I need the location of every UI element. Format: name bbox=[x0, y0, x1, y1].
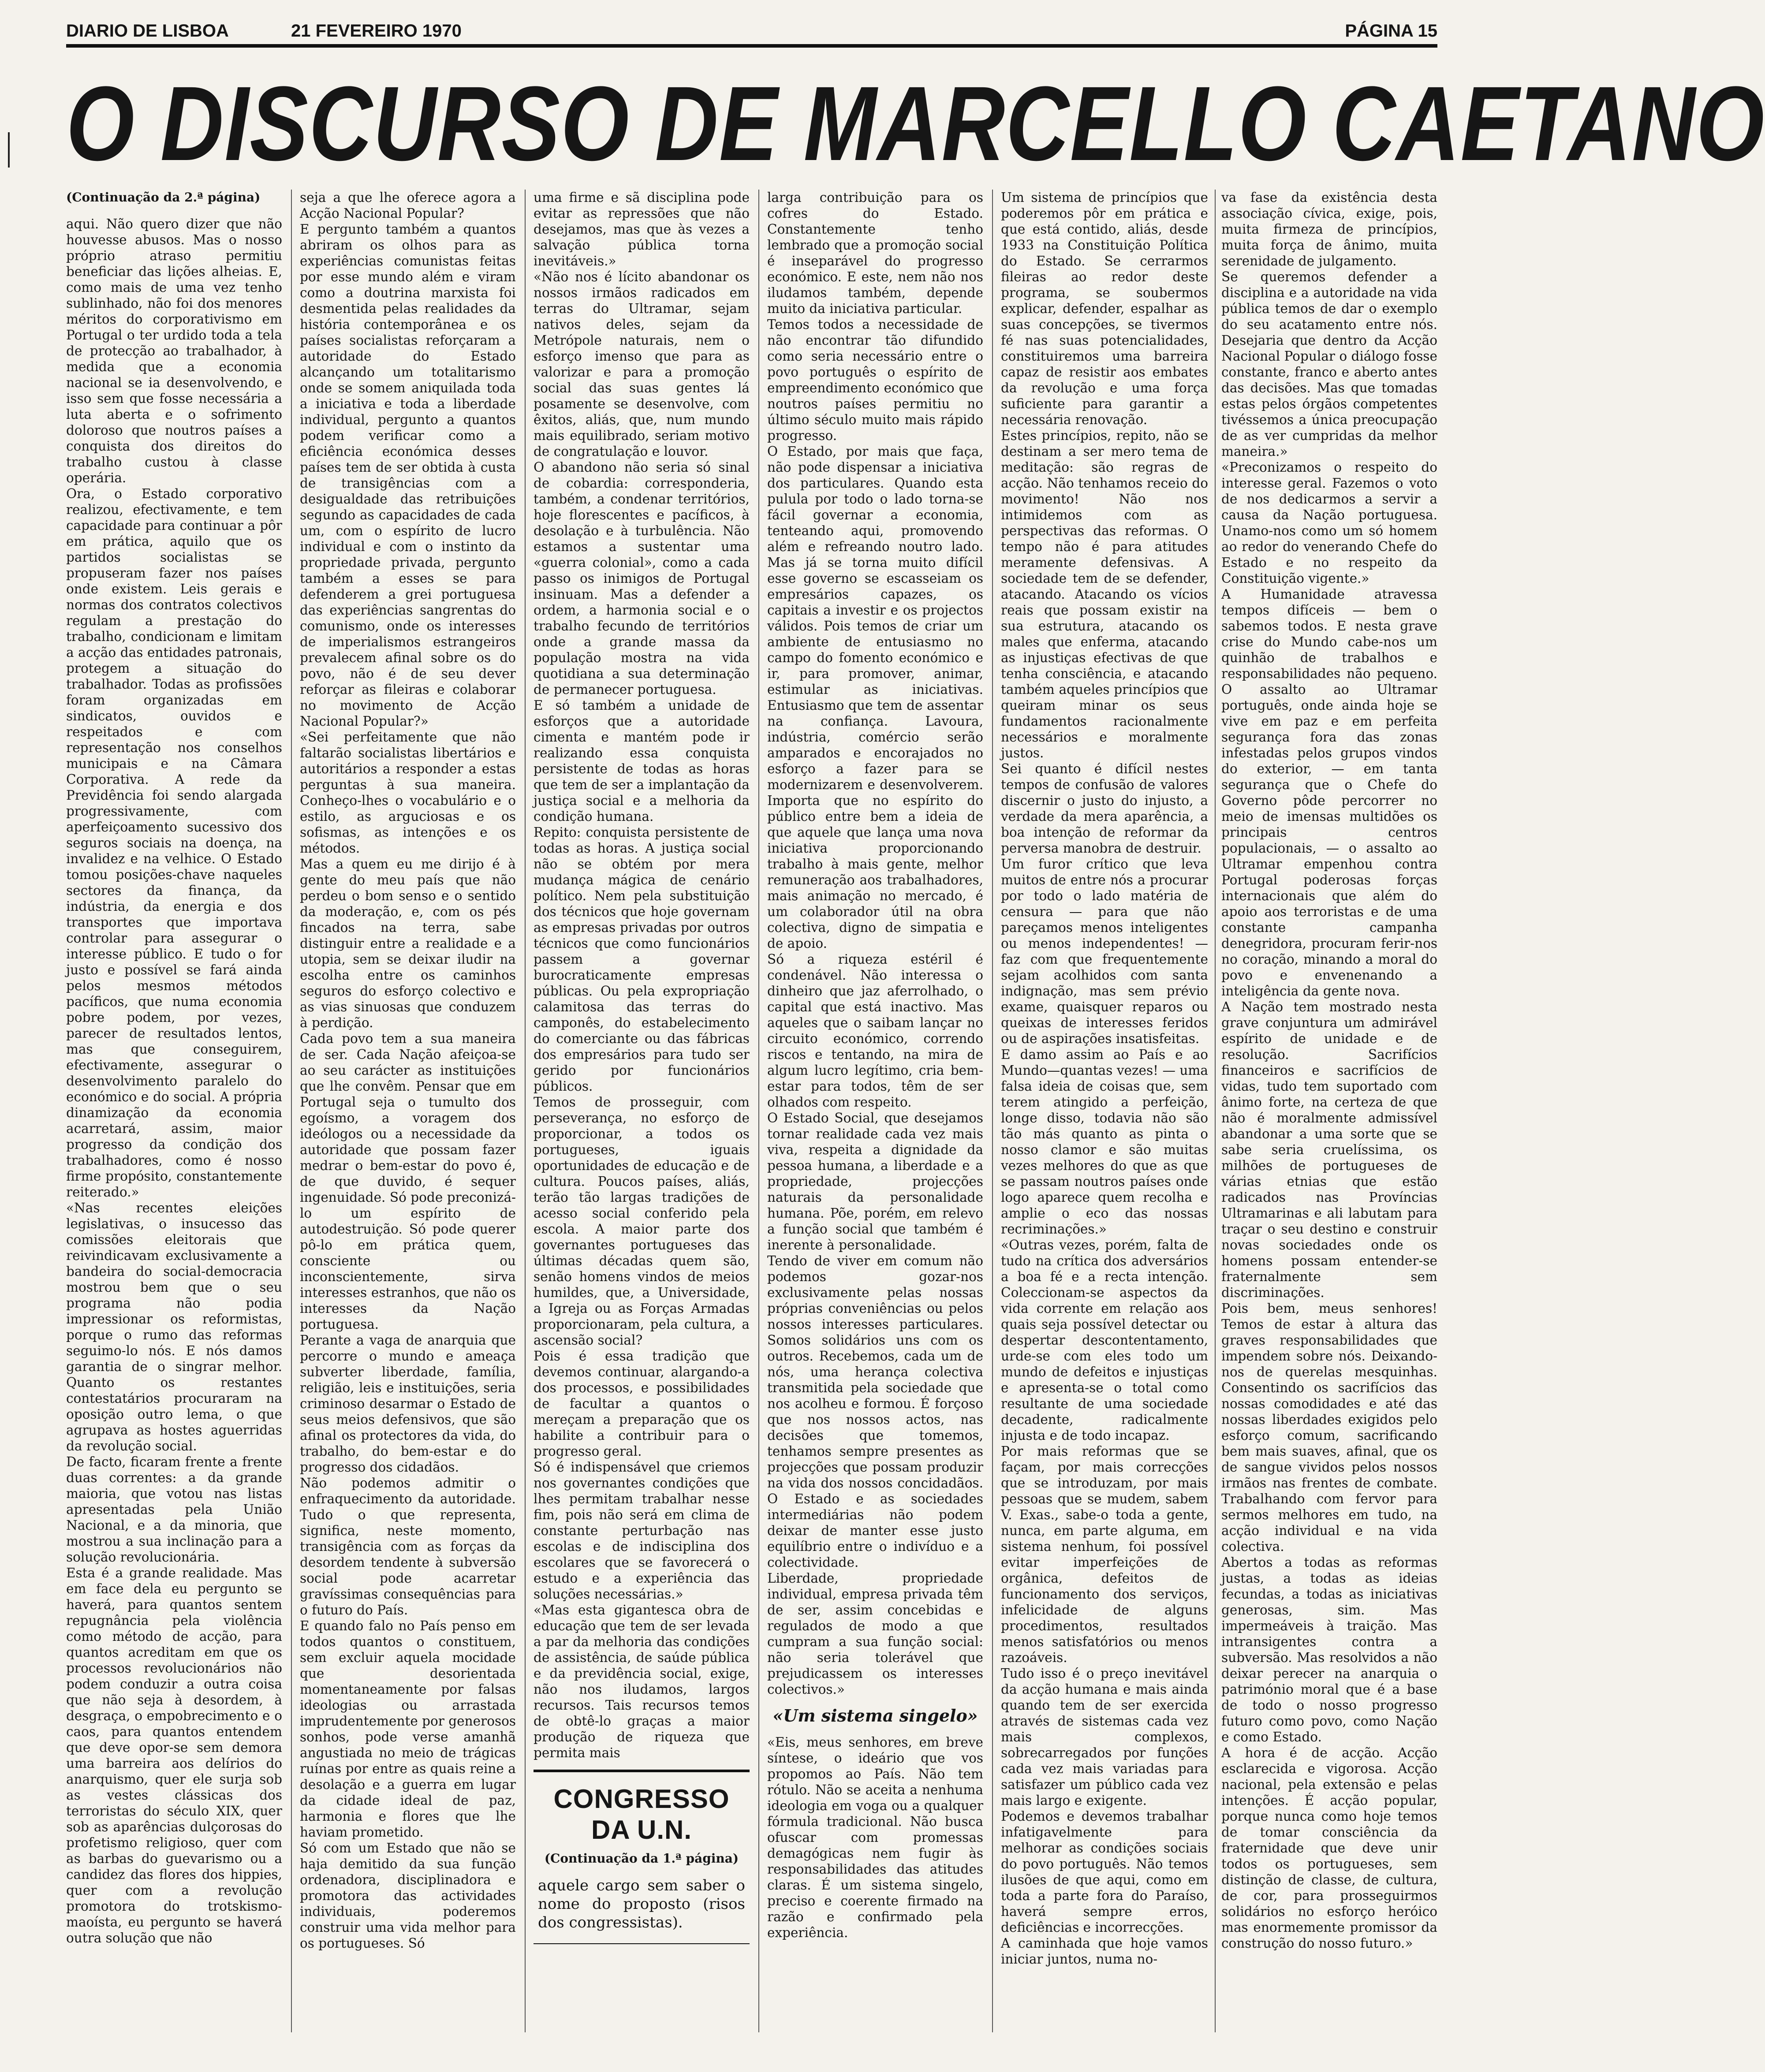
column-1 bbox=[66, 190, 282, 2032]
article-paragraph: Pois é essa tradição que devemos continuar, alargando-a dos processos, e possibilidades de facultar a quantos o mereçam a preparação que os habilite a contribuir para o progresso geral. bbox=[534, 1349, 750, 1459]
column-6 bbox=[1221, 190, 1437, 2032]
article-paragraph: Só a riqueza estéril é condenável. Não interessa o dinheiro que jaz aferrolhado, o capital que está inactivo. Mas aqueles que o saibam lançar no circuito económico, correndo riscos e tentando, na mira de algum lucro legítimo, cria bem-estar para todos, têm de ser olhados com respeito. bbox=[767, 952, 983, 1110]
headline: O DISCURSO DE MARCELLO CAETANO bbox=[66, 64, 1765, 183]
article-paragraph: E damo assim ao País e ao Mundo—quantas vezes! — uma falsa ideia de coisas que, sem terem atingido a perfeição, longe disso, todavia não são tão más quanto as pinta o nosso clamor e são muitas vezes melhores do que as que se passam noutros países onde logo aparece quem recolha e amplie o eco das nossas recriminações.» bbox=[1001, 1047, 1208, 1237]
article-paragraph: Temos de prosseguir, com perseverança, no esforço de proporcionar, a todos os portugueses, iguais oportunidades de educação e de cultura. Poucos países, aliás, terão tão largas tradições de acesso social conferido pela escola. A maior parte dos governantes portugueses das últimas décadas quem são, senão homens vindos de meios humildes, que, a Universidade, a Igreja ou as Forças Armadas proporcionaram, pela cultura, a ascensão social? bbox=[534, 1095, 750, 1348]
article-paragraph: Estes princípios, repito, não se destinam a ser mero tema de meditação: são regras de acção. Não tenhamos receio do movimento! Não nos intimidemos com as perspectivas das reformas. O tempo não é para atitudes meramente defensivas. A sociedade tem de se defender, atacando. Atacando os vícios reais que possam existir na sua estrutura, atacando os males que enferma, atacando as injustiças efectivas de que tenha consciência, e atacando também aqueles princípios que queiram minar os seus fundamentos racionalmente necessários e moralmente justos. bbox=[1001, 428, 1208, 760]
column-rule bbox=[758, 190, 759, 2032]
article-paragraph: Podemos e devemos trabalhar infatigavelmente para melhorar as condições sociais do povo português. Não temos ilusões de que aqui, como em toda a parte fora do Paraíso, haverá sempre erros, deficiências e incorrecções. bbox=[1001, 1809, 1208, 1935]
article-paragraph: Não podemos admitir o enfraquecimento da autoridade. Tudo o que representa, significa, neste momento, transigência com as forças da desordem tendente à subversão social pode acarretar gravíssimas consequências para o futuro do País. bbox=[300, 1476, 516, 1617]
article-paragraph: O abandono não seria só sinal de cobardia: corresponderia, também, a condenar territórios, hoje florescentes e pacíficos, à desolação e à turbulência. Não estamos a sustentar uma «guerra colonial», como a cada passo os inimigos de Portugal insinuam. Mas a defender a ordem, a harmonia social e o trabalho fecundo de territórios onde a grande massa da população mostra na vida quotidiana a sua determinação de permanecer portuguesa. bbox=[534, 460, 750, 697]
column-rule bbox=[1215, 190, 1216, 2032]
article-paragraph: Um furor crítico que leva muitos de entre nós a procurar por todo o lado matéria de censura — para que não pareçamos menos inteligentes ou menos independentes! — faz com que frequentemente sejam acolhidos com santa indignação, mas sem prévio exame, quaisquer reparos ou queixas de interesses feridos ou de aspirações insatisfeitas. bbox=[1001, 857, 1208, 1046]
article-paragraph: Temos todos a necessidade de não encontrar tão difundido como seria necessário entre o povo português o espírito de empreendimento económico que noutros países permitiu no último século muito mais rápido progresso. bbox=[767, 317, 983, 443]
article-paragraph: Sei quanto é difícil nestes tempos de confusão de valores discernir o justo do injusto, a verdade da mera aparência, a boa intenção de reformar da perversa manobra de destruir. bbox=[1001, 761, 1208, 856]
article-paragraph: Por mais reformas que se façam, por mais correcções que se introduzam, por mais pessoas que se mudem, sabem V. Exas., sabe-o toda a gente, nunca, em parte alguma, em sistema nenhum, foi possível evitar imperfeições de orgânica, defeitos de funcionamento dos serviços, infelicidade de alguns procedimentos, resultados menos satisfatórios ou menos razoáveis. bbox=[1001, 1444, 1208, 1665]
article-paragraph: «Mas esta gigantesca obra de educação que tem de ser levada a par da melhoria das condições de assistência, de saúde pública e da previdência social, exige, não nos iludamos, largos recursos. Tais recursos temos de obtê-lo graças a maior produção de riqueza que permita mais bbox=[534, 1602, 750, 1760]
column-4 bbox=[767, 190, 983, 2032]
article-paragraph: O Estado Social, que desejamos tornar realidade cada vez mais viva, respeita a dignidade da pessoa humana, a liberdade e a propriedade, projecções naturais da personalidade humana. Põe, porém, em relevo a função social que também é inerente à personalidade. bbox=[767, 1111, 983, 1252]
column-rule bbox=[525, 190, 526, 2032]
congress-box bbox=[534, 1770, 750, 1944]
article-paragraph: Liberdade, propriedade individual, empresa privada têm de ser, assim concebidas e regulados de modo a que cumpram a sua função social: não seria tolerável que prejudicassem os interesses colectivos.» bbox=[767, 1571, 983, 1697]
article-paragraph: A Humanidade atravessa tempos difíceis — bem o sabemos todos. E nesta grave crise do Mundo cabe-nos um quinhão de trabalhos e responsabilidades não pequeno. O assalto ao Ultramar português, onde ainda hoje se vive em paz e em perfeita segurança fora das zonas infestadas pelos grupos vindos do exterior, — em tanta segurança que o Chefe do Governo pôde percorrer no meio de imensas multidões os principais centros populacionais, — o assalto ao Ultramar empenhou contra Portugal poderosas forças internacionais que além do apoio aos terroristas e de uma constante campanha denegridora, procuram ferir-nos no coração, minando a moral do povo e envenenando a inteligência da gente nova. bbox=[1221, 587, 1437, 999]
article-paragraph: larga contribuição para os cofres do Estado. Constantemente tenho lembrado que a promoção social é inseparável do progresso económico. E este, nem não nos iludamos também, depende muito da iniciativa particular. bbox=[767, 190, 983, 316]
article-paragraph: «Outras vezes, porém, falta de tudo na crítica dos adversários a boa fé e a recta intenção. Coleccionam-se aspectos da vida corrente em relação aos quais seja possível detectar ou despertar descontentamento, urde-se com eles todo um mundo de defeitos e injustiças e apresenta-se o total como resultante de uma sociedade decadente, radicalmente injusta e de todo incapaz. bbox=[1001, 1237, 1208, 1443]
column-3 bbox=[534, 190, 750, 2032]
article-paragraph: E quando falo no País penso em todos quantos o constituem, sem excluir aquela mocidade que desorientada momentaneamente por falsas ideologias ou arrastada imprudentemente por generosos sonhos, pode verse amanhã angustiada no meio de trágicas ruínas por entre as quais reine a desolação e a guerra em lugar da cidade ideal de paz, harmonia e flores que lhe haviam prometido. bbox=[300, 1618, 516, 1840]
margin-mark bbox=[8, 132, 10, 168]
column-5 bbox=[1001, 190, 1208, 2032]
continuation-note: (Continuação da 2.ª página) bbox=[66, 190, 261, 205]
article-paragraph: E pergunto também a quantos abriram os olhos para as experiências comunistas feitas por esse mundo além e viram como a doutrina marxista foi desmentida pelas realidades da história contemporânea e os países socialistas reforçaram a autoridade do Estado alcançando um totalitarismo onde se somem aniquilada toda a iniciativa e toda a liberdade individual, pergunto a quantos podem verificar como a eficiência económica desses países tem de ser obtida à custa de transigências com a desigualdade das retribuições segundo as capacidades de cada um, com o espírito de lucro individual e com o instinto da propriedade privada, pergunto também a esses se para defenderem a grei portuguesa das experiências sangrentas do comunismo, onde os interesses de imperialismos estrangeiros prevalecem afinal sobre os do povo, não é de seu dever reforçar as fileiras e colaborar no movimento de Acção Nacional Popular?» bbox=[300, 222, 516, 729]
article-paragraph: Só com um Estado que não se haja demitido da sua função ordenadora, disciplinadora e promotora das actividades individuais, poderemos construir uma vida melhor para os portugueses. Só bbox=[300, 1841, 516, 1951]
column-rule bbox=[992, 190, 993, 2032]
article-paragraph: Só é indispensável que criemos nos governantes condições que lhes permitam trabalhar nesse fim, pois não será em clima de constante perturbação nas escolas e de indisciplina dos escolares que se favorecerá o estudo e a experiência das soluções necessárias.» bbox=[534, 1460, 750, 1602]
page-number: PÁGINA 15 bbox=[1345, 21, 1437, 41]
article-paragraph: «Nas recentes eleições legislativas, o insucesso das comissões eleitorais que reivindicavam exclusivamente a bandeira do social-democracia mostrou bem que o seu programa não podia impressionar os reformistas, porque o rumo das reformas seguimo-lo nós. E nós damos garantia de o singrar melhor. Quanto os restantes contestatários procuraram na oposição outro lema, o que agrupava as hostes aguerridas da revolução social. bbox=[66, 1200, 282, 1453]
article-paragraph: va fase da existência desta associação cívica, exige, pois, muita firmeza de princípios, muita força de ânimo, muita serenidade de julgamento. bbox=[1221, 190, 1437, 268]
article-paragraph: A Nação tem mostrado nesta grave conjuntura um admirável espírito de unidade e de resolução. Sacrifícios financeiros e sacrifícios de vidas, tudo tem suportado com ânimo forte, na certeza de que não é moralmente admissível abandonar a uma sorte que se sabe seria cruelíssima, os milhões de portugueses de várias etnias que estão radicados nas Províncias Ultramarinas e ali labutam para traçar o seu destino e construir novas sociedades onde os homens possam entender-se fraternalmente sem discriminações. bbox=[1221, 999, 1437, 1300]
box-title: CONGRESSO DA U.N. bbox=[553, 1784, 730, 1845]
article-paragraph: Tudo isso é o preço inevitável da acção humana e mais ainda quando tem de ser exercida através de sistemas cada vez mais complexos, sobrecarregados por funções cada vez mais variadas para satisfazer um público cada vez mais largo e exigente. bbox=[1001, 1666, 1208, 1808]
issue-date: 21 FEVEREIRO 1970 bbox=[291, 21, 462, 41]
article-paragraph: O Estado, por mais que faça, não pode dispensar a iniciativa dos particulares. Quando esta pulula por todo o lado torna-se fácil governar a economia, tenteando aqui, promovendo além e refreando noutro lado. Mas já se torna muito difícil esse governo se escasseiam os empresários capazes, os capitais a investir e os projectos válidos. Pois temos de criar um ambiente de entusiasmo no campo do fomento económico e ir, para promover, animar, estimular as iniciativas. Entusiasmo que tem de assentar na confiança. Lavoura, indústria, comércio serão amparados e encorajados no esforço a fazer para se modernizarem e desenvolverem. Importa que no espírito do público entre bem a ideia de que aquele que lança uma nova iniciativa proporcionando trabalho à mais gente, melhor remuneração aos trabalhadores, mais animação no mercado, é um colaborador útil na obra colectiva, digno de simpatia e de apoio. bbox=[767, 444, 983, 951]
article-paragraph: Ora, o Estado corporativo realizou, efectivamente, e tem capacidade para continuar a pôr em prática, aquilo que os partidos socialistas se propuseram fazer nos países onde existem. Leis gerais e normas dos contratos colectivos regulam a prestação do trabalho, condicionam e limitam a acção das entidades patronais, protegem a situação do trabalhador. Todas as profissões foram organizadas em sindicatos, ouvidos e respeitados e com representação nos conselhos municipais e na Câmara Corporativa. A rede da Previdência foi sendo alargada progressivamente, com aperfeiçoamento sucessivo dos seguros sociais na doença, na invalidez e na velhice. O Estado tomou posições-chave naqueles sectores da finança, da indústria, da energia e dos transportes que importava controlar para assegurar o interesse público. E tudo o for justo e possível se fará ainda pelos mesmos métodos pacíficos, que numa economia pobre podem, por vezes, parecer de resultados lentos, mas que conseguirem, efectivamente, assegurar o desenvolvimento paralelo do económico e do social. A própria dinamização da economia acarretará, assim, maior progresso da condição dos trabalhadores, como é nosso firme propósito, constantemente reiterado.» bbox=[66, 486, 282, 1200]
newspaper-name: DIARIO DE LISBOA bbox=[66, 21, 229, 41]
article-paragraph: Mas a quem eu me dirijo é à gente do meu país que não perdeu o bom senso e o sentido da moderação, e, com os pés fincados na terra, sabe distinguir entre a realidade e a utopia, sem se deixar iludir na escolha entre os caminhos seguros do esforço colectivo e as vias sinuosas que conduzem à perdição. bbox=[300, 857, 516, 1030]
article-paragraph: Cada povo tem a sua maneira de ser. Cada Nação afeiçoa-se ao seu carácter as instituições que lhe convêm. Pensar que em Portugal seja o tumulto dos egoísmo, a voragem dos ideólogos ou a necessidade da autoridade que possam fazer medrar o bem-estar do povo é, de que duvido, é sequer ingenuidade. Só pode preconizá-lo um espírito de autodestruição. Só pode querer pô-lo em prática quem, consciente ou inconscientemente, sirva interesses estranhos, que não os interesses da Nação portuguesa. bbox=[300, 1031, 516, 1332]
article-paragraph: seja a que lhe oferece agora a Acção Nacional Popular? bbox=[300, 190, 516, 221]
article-paragraph: Um sistema de princípios que poderemos pôr em prática e que está contido, aliás, desde 1933 na Constituição Política do Estado. Se cerrarmos fileiras ao redor deste programa, se soubermos explicar, defender, espalhar as suas concepções, se tivermos fé nas suas potencialidades, constituiremos uma barreira capaz de resistir aos embates da revolução e uma força suficiente para garantir a necessária renovação. bbox=[1001, 190, 1208, 427]
article-paragraph: «Eis, meus senhores, em breve síntese, o ideário que vos propomos ao País. Não tem rótulo. Não se aceita a nenhuma ideologia em voga ou a qualquer fórmula tradicional. Não busca ofuscar com promessas demagógicas nem fugir às responsabilidades das atitudes claras. É um sistema singelo, preciso e coerente firmado na razão e confirmado pela experiência. bbox=[767, 1735, 983, 1940]
article-paragraph: uma firme e sã disciplina pode evitar as repressões que não desejamos, mas que às vezes a salvação pública torna inevitáveis.» bbox=[534, 190, 750, 268]
article-paragraph: Se queremos defender a disciplina e a autoridade na vida pública temos de dar o exemplo do seu acatamento entre nós. Desejaria que dentro da Acção Nacional Popular o diálogo fosse constante, franco e aberto antes das decisões. Mas que tomadas estas pelos órgãos competentes tivéssemos a única preocupação de as ver cumpridas da melhor maneira.» bbox=[1221, 269, 1437, 459]
column-2 bbox=[300, 190, 516, 2032]
article-paragraph: Abertos a todas as reformas justas, a todas as ideias fecundas, a todas as iniciativas generosas, sim. Mas impermeáveis à traição. Mas intransigentes contra a subversão. Mas resolvidos a não deixar perecer na anarquia o património moral que é a base de todo o nosso progresso futuro como povo, como Nação e como Estado. bbox=[1221, 1555, 1437, 1744]
article-paragraph: Pois bem, meus senhores! Temos de estar à altura das graves responsabilidades que impendem sobre nós. Deixando-nos de querelas mesquinhas. Consentindo os sacrifícios das nossas comodidades e até das nossas liberdades exigidos pelo esforço comum, sacrificando bem mais suaves, afinal, que os de sangue vividos pelos nossos irmãos nas frentes de combate. Trabalhando com fervor para sermos melhores em tudo, na acção individual e na vida colectiva. bbox=[1221, 1301, 1437, 1554]
article-paragraph: A hora é de acção. Acção esclarecida e vigorosa. Acção nacional, pela extensão e pelas intenções. É acção popular, porque nunca como hoje temos de tomar consciência da fraternidade que deve unir todos os portugueses, sem distinção de classe, de cultura, de cor, para prosseguirmos solidários no esforço heróico mas enormemente promissor da construção do nosso futuro.» bbox=[1221, 1745, 1437, 1951]
article-paragraph: Repito: conquista persistente de todas as horas. A justiça social não se obtém por mera mudança mágica de cenário político. Nem pela substituição dos técnicos que hoje governam as empresas privadas por outros técnicos que como funcionários passem a governar burocraticamente empresas públicas. Ou pela expropriação calamitosa das terras do camponês, do estabelecimento do comerciante ou das fábricas dos empresários para tudo ser gerido por funcionários públicos. bbox=[534, 825, 750, 1094]
article-paragraph: Perante a vaga de anarquia que percorre o mundo e ameaça subverter liberdade, família, religião, leis e instituições, seria criminoso desarmar o Estado de seus meios defensivos, que são afinal os protectores da vida, do trabalho, do bem-estar e do progresso dos cidadãos. bbox=[300, 1333, 516, 1475]
article-paragraph: «Preconizamos o respeito do interesse geral. Fazemos o voto de nos dedicarmos a servir a causa da Nação portuguesa. Unamo-nos como um só homem ao redor do venerando Chefe do Estado e no respeito da Constituição vigente.» bbox=[1221, 460, 1437, 586]
article-paragraph: aqui. Não quero dizer que não houvesse abusos. Mas o nosso próprio atraso permitiu beneficiar das lições alheias. E, como mais de uma vez tenho sublinhado, não foi dos menores méritos do corporativismo em Portugal o ter urdido toda a tela de protecção ao trabalhador, à medida que a economia nacional se ia desenvolvendo, e isso sem que fosse necessária a luta aberta e o sofrimento doloroso que noutros países a conquista dos direitos do trabalho custou à classe operária. bbox=[66, 216, 282, 485]
article-columns bbox=[66, 190, 1437, 2032]
article-paragraph: E só também a unidade de esforços que a autoridade cimenta e mantém pode ir realizando essa conquista persistente de todas as horas que tem de ser a implantação da justiça social e a melhoria da condição humana. bbox=[534, 698, 750, 824]
article-paragraph: De facto, ficaram frente a frente duas correntes: a da grande maioria, que votou nas listas apresentadas pela União Nacional, e a da minoria, que mostrou a sua inclinação para a solução revolucionária. bbox=[66, 1454, 282, 1565]
box-body: aquele cargo sem saber o nome do proposto (risos dos congressistas). bbox=[538, 1877, 745, 1931]
page-header bbox=[66, 18, 1437, 48]
box-continuation: (Continuação da 1.ª página) bbox=[544, 1851, 739, 1866]
article-paragraph: Esta é a grande realidade. Mas em face dela eu pergunto se haverá, para quantos sentem repugnância pela violência como método de acção, para quantos acreditam em que os processos revolucionários não podem conduzir a outra coisa que não seja à desordem, à desgraça, o empobrecimento e o caos, para quantos entendem que deve opor-se sem demora uma barreira aos delírios do anarquismo, quer ele surja sob as vestes clássicas dos terroristas do século XIX, quer sob as aparências dulçorosas do profetismo religioso, quer com as barbas do guevarismo ou a candidez das flores dos hippies, quer com a revolução promotora do trotskismo-maoísta, eu pergunto se haverá outra solução que não bbox=[66, 1565, 282, 1945]
column-rule bbox=[291, 190, 292, 2032]
article-paragraph: A caminhada que hoje vamos iniciar juntos, numa no- bbox=[1001, 1936, 1208, 1967]
article-paragraph: Tendo de viver em comum não podemos gozar-nos exclusivamente pelas nossas próprias conveniências ou pelos nossos interesses particulares. Somos solidários uns com os outros. Recebemos, cada um de nós, uma herança colectiva transmitida pela sociedade que nos acolheu e formou. É forçoso que nos nossos actos, nas decisões que tomemos, tenhamos sempre presentes as projecções que possam produzir na vida dos nossos concidadãos. O Estado e as sociedades intermediárias não podem deixar de manter esse justo equilíbrio entre o indivíduo e a colectividade. bbox=[767, 1253, 983, 1570]
section-subhead: «Um sistema singelo» bbox=[772, 1706, 978, 1725]
article-paragraph: «Sei perfeitamente que não faltarão socialistas libertários e autoritários a responder a estas perguntas à sua maneira. Conheço-lhes o vocabulário e o estilo, as arguciosas e os sofismas, as intenções e os métodos. bbox=[300, 730, 516, 856]
article-paragraph: «Não nos é lícito abandonar os nossos irmãos radicados em terras do Ultramar, sejam nativos deles, sejam da Metrópole naturais, nem o esforço imenso que para as valorizar e para a promoção social das suas gentes lá posamente se desenvolve, com êxitos, aliás, que, num mundo mais equilibrado, seriam motivo de congratulação e louvor. bbox=[534, 269, 750, 459]
